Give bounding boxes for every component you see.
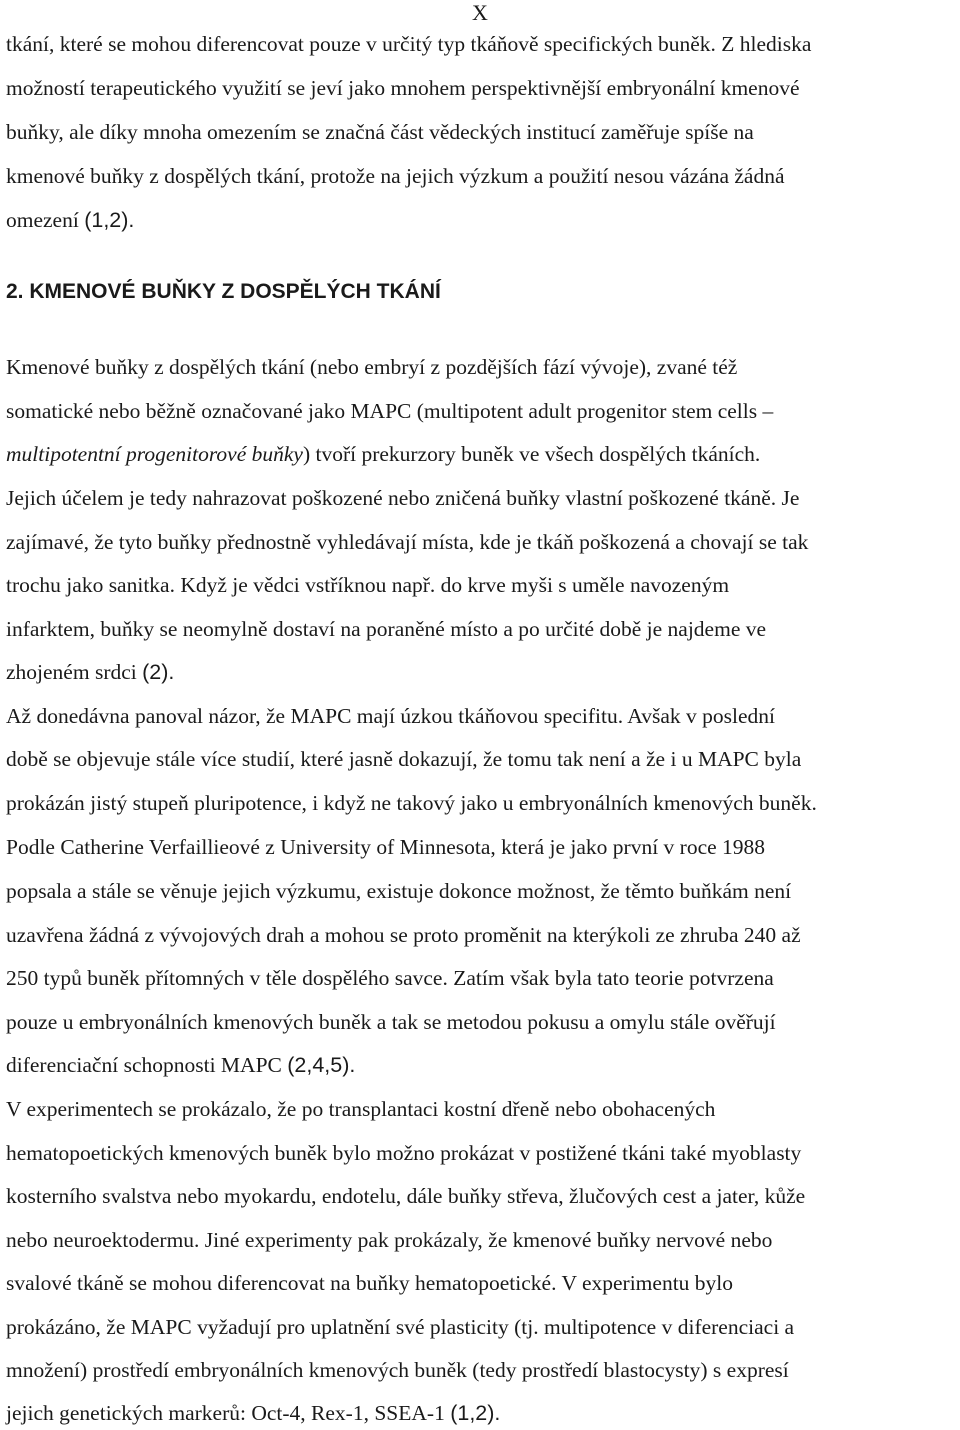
section-heading: 2. KMENOVÉ BUŇKY Z DOSPĚLÝCH TKÁNÍ [6,280,441,303]
text-line: kmenové buňky z dospělých tkání, protože na jejich výzkum a použití nesou vázána žádná [6,164,785,188]
text-line: infarktem, buňky se neomylně dostaví na poraněné místo a po určité době je najdeme ve [6,617,767,641]
citation: (2,4,5). [287,1053,356,1077]
text-line: popsala a stále se věnuje jejich výzkumu, existuje dokonce možnost, že těmto buňkám není [6,879,792,903]
text-line: 250 typů buněk přítomných v těle dospělého savce. Zatím však byla tato teorie potvrzena [6,966,774,990]
text-line: svalové tkáně se mohou diferencovat na buňky hematopoetické. V experimentu bylo [6,1271,734,1295]
text-line: možností terapeutického využití se jeví jako mnohem perspektivnější embryonální kmenové [6,76,800,100]
text-line [6,440,760,468]
text-fragment: jejich genetických markerů: Oct-4, Rex-1, SSEA-1 [6,1401,445,1425]
text-line: Kmenové buňky z dospělých tkání (nebo embryí z pozdějších fází vývoje), zvané též [6,355,738,379]
text-line: době se objevuje stále více studií, které jasně dokazují, že tomu tak není a že i u MAPC byla [6,747,802,771]
text-fragment: omezení [6,208,79,232]
text-line: prokázán jistý stupeň pluripotence, i když ne takový jako u embryonálních kmenových buněk. [6,791,817,815]
text-line [6,206,134,234]
text-line [6,1399,500,1427]
text-line: uzavřena žádná z vývojových drah a mohou se proto proměnit na kterýkoli ze zhruba 240 až [6,923,801,947]
text-line: pouze u embryonálních kmenových buněk a tak se metodou pokusu a omylu stále ověřují [6,1010,776,1034]
text-line: Jejich účelem je tedy nahrazovat poškozené nebo zničená buňky vlastní poškozené tkáně. Je [6,486,800,510]
text-line: Podle Catherine Verfaillieové z University of Minnesota, která je jako první v roce 1988 [6,835,766,859]
text-line: somatické nebo běžně označované jako MAPC (multipotent adult progenitor stem cells – [6,399,774,423]
text-fragment: ) tvoří prekurzory buněk ve všech dospělých tkáních. [302,442,761,466]
text-line: kosterního svalstva nebo myokardu, endotelu, dále buňky střeva, žlučových cest a jater, kůže [6,1184,806,1208]
text-line [6,1051,355,1079]
text-line: zajímavé, že tyto buňky přednostně vyhledávají místa, kde je tkáň poškozená a chovají se tak [6,530,809,554]
text-line: prokázáno, že MAPC vyžadují pro uplatnění své plasticity (tj. multipotence v diferenciaci a [6,1315,795,1339]
citation: (2). [142,660,175,684]
page-number: X [472,0,488,25]
text-line: Až donedávna panoval názor, že MAPC mají úzkou tkáňovou specifitu. Avšak v poslední [6,704,775,728]
text-line [6,658,174,686]
text-fragment: diferenciační schopnosti MAPC [6,1053,282,1077]
text-fragment: zhojeném srdci [6,660,137,684]
text-line: množení) prostředí embryonálních kmenových buněk (tedy prostředí blastocysty) s expresí [6,1358,789,1382]
text-line: trochu jako sanitka. Když je vědci vstříknou např. do krve myši s uměle navozeným [6,573,730,597]
citation: (1,2). [84,208,135,232]
citation: (1,2). [450,1401,501,1425]
text-line: nebo neuroektodermu. Jiné experimenty pak prokázaly, že kmenové buňky nervové nebo [6,1228,773,1252]
text-line: V experimentech se prokázalo, že po transplantaci kostní dřeně nebo obohacených [6,1097,716,1121]
text-line: buňky, ale díky mnoha omezením se značná část vědeckých institucí zaměřuje spíše na [6,120,754,144]
text-line: tkání, které se mohou diferencovat pouze v určitý typ tkáňově specifických buněk. Z hlediska [6,32,812,56]
italic-term: multipotentní progenitorové buňky [6,442,303,466]
text-line: hematopoetických kmenových buněk bylo možno prokázat v postižené tkáni také myoblasty [6,1141,802,1165]
